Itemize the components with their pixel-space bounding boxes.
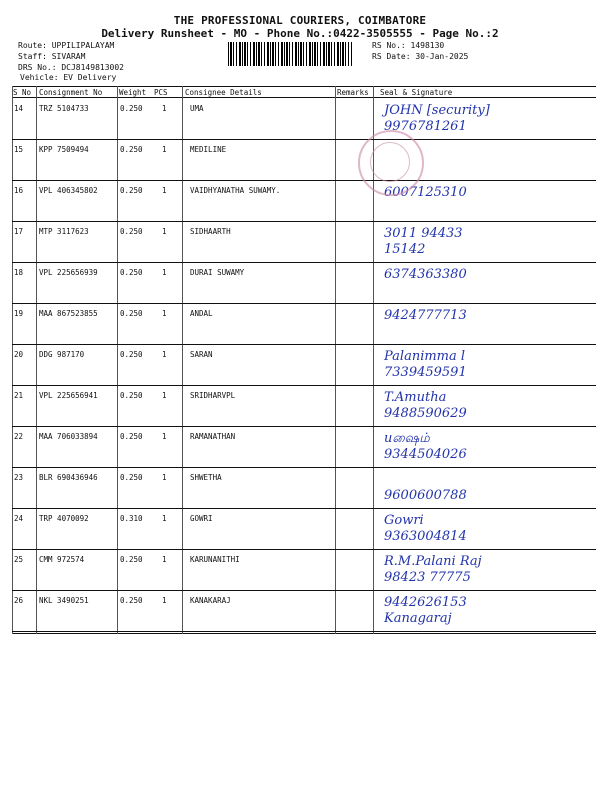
- table-row: [12, 140, 596, 181]
- row-sno: 19: [14, 309, 24, 318]
- row-consignment-no: CMM 972574: [39, 555, 85, 564]
- table-row: [12, 304, 596, 345]
- runsheet-subtitle: Delivery Runsheet - MO - Phone No.:0422-3505555 - Page No.:2: [101, 27, 499, 40]
- row-weight: 0.250: [120, 186, 143, 195]
- row-consignee: SARAN: [190, 350, 213, 359]
- row-sno: 17: [14, 227, 24, 236]
- handwritten-phone: Kanagaraj: [384, 611, 452, 626]
- col-header-pcs: PCS: [154, 88, 168, 97]
- table-top-rule: [12, 86, 596, 87]
- vehicle-label: Vehicle: EV Delivery: [20, 73, 117, 82]
- row-consignee: VAIDHYANATHA SUWAMY.: [190, 186, 281, 195]
- seal-stamp: [358, 130, 424, 196]
- table-row: [12, 386, 596, 427]
- table-row: [12, 181, 596, 222]
- row-consignee: KANAKARAJ: [190, 596, 231, 605]
- handwritten-phone: 98423 77775: [384, 570, 471, 585]
- row-consignee: SRIDHARVPL: [190, 391, 236, 400]
- row-pcs: 1: [162, 391, 167, 400]
- row-pcs: 1: [162, 555, 167, 564]
- table-row: [12, 99, 596, 140]
- staff-label: Staff: SIVARAM: [18, 52, 86, 61]
- row-weight: 0.250: [120, 596, 143, 605]
- handwritten-signature: T.Amutha: [384, 390, 447, 405]
- handwritten-signature: Gowri: [384, 513, 424, 528]
- handwritten-signature: 3011 94433: [384, 226, 463, 241]
- table-row: [12, 345, 596, 386]
- row-pcs: 1: [162, 268, 167, 277]
- table-row: [12, 222, 596, 263]
- row-rule: [12, 631, 596, 632]
- seal-stamp-inner: [370, 142, 410, 182]
- row-sno: 16: [14, 186, 24, 195]
- row-sno: 23: [14, 473, 24, 482]
- row-consignment-no: MAA 706033894: [39, 432, 98, 441]
- handwritten-signature: 6374363380: [384, 267, 467, 282]
- row-consignment-no: BLR 690436946: [39, 473, 98, 482]
- col-header-consignment: Consignment No: [39, 88, 103, 97]
- row-consignment-no: KPP 7509494: [39, 145, 89, 154]
- row-weight: 0.250: [120, 473, 143, 482]
- row-sno: 21: [14, 391, 24, 400]
- runsheet-table: [12, 86, 596, 634]
- table-row: [12, 509, 596, 550]
- handwritten-signature: 9424777713: [384, 308, 467, 323]
- table-row: [12, 427, 596, 468]
- row-consignment-no: DDG 987170: [39, 350, 85, 359]
- row-sno: 20: [14, 350, 24, 359]
- col-header-remarks: Remarks: [337, 88, 369, 97]
- row-pcs: 1: [162, 350, 167, 359]
- handwritten-phone: 9363004814: [384, 529, 467, 544]
- header-rule: [12, 97, 596, 98]
- row-consignee: UMA: [190, 104, 204, 113]
- handwritten-signature: JOHN [security]: [384, 103, 490, 118]
- route-label: Route: UPPILIPALAYAM: [18, 41, 115, 50]
- row-sno: 18: [14, 268, 24, 277]
- table-row: [12, 263, 596, 304]
- col-header-consignee: Consignee Details: [185, 88, 262, 97]
- row-sno: 25: [14, 555, 24, 564]
- row-weight: 0.250: [120, 432, 143, 441]
- row-consignment-no: NKL 3490251: [39, 596, 89, 605]
- handwritten-phone: 9488590629: [384, 406, 467, 421]
- handwritten-signature: 6007125310: [384, 185, 467, 200]
- table-row: [12, 550, 596, 591]
- row-weight: 0.250: [120, 350, 143, 359]
- handwritten-signature: uஷைம்: [384, 431, 430, 446]
- row-consignee: GOWRI: [190, 514, 213, 523]
- handwritten-phone: 7339459591: [384, 365, 467, 380]
- row-weight: 0.250: [120, 309, 143, 318]
- row-sno: 15: [14, 145, 24, 154]
- row-weight: 0.250: [120, 555, 143, 564]
- row-pcs: 1: [162, 309, 167, 318]
- col-header-weight: Weight: [119, 88, 147, 97]
- handwritten-phone: 9600600788: [384, 488, 467, 503]
- row-consignment-no: MAA 867523855: [39, 309, 98, 318]
- row-consignee: DURAI SUWAMY: [190, 268, 245, 277]
- row-weight: 0.310: [120, 514, 143, 523]
- row-consignee: SIDHAARTH: [190, 227, 231, 236]
- row-consignment-no: TRZ 5104733: [39, 104, 89, 113]
- row-weight: 0.250: [120, 268, 143, 277]
- table-row: [12, 591, 596, 632]
- row-pcs: 1: [162, 227, 167, 236]
- row-pcs: 1: [162, 186, 167, 195]
- col-header-sno: S No: [13, 88, 32, 97]
- row-consignment-no: VPL 406345802: [39, 186, 98, 195]
- row-pcs: 1: [162, 514, 167, 523]
- row-weight: 0.250: [120, 104, 143, 113]
- rs-number: RS No.: 1498130: [372, 41, 445, 50]
- row-weight: 0.250: [120, 145, 143, 154]
- handwritten-signature: R.M.Palani Raj: [384, 554, 482, 569]
- row-pcs: 1: [162, 473, 167, 482]
- row-weight: 0.250: [120, 391, 143, 400]
- row-pcs: 1: [162, 596, 167, 605]
- row-consignee: MEDILINE: [190, 145, 227, 154]
- row-sno: 24: [14, 514, 24, 523]
- row-pcs: 1: [162, 145, 167, 154]
- row-consignee: SHWETHA: [190, 473, 222, 482]
- row-weight: 0.250: [120, 227, 143, 236]
- row-consignee: ANDAL: [190, 309, 213, 318]
- row-consignee: RAMANATHAN: [190, 432, 236, 441]
- col-header-seal: Seal & Signature: [380, 88, 453, 97]
- table-bottom-rule: [12, 633, 596, 634]
- table-row: [12, 468, 596, 509]
- handwritten-signature: Palanimma l: [384, 349, 466, 364]
- row-pcs: 1: [162, 104, 167, 113]
- rs-date: RS Date: 30-Jan-2025: [372, 52, 469, 61]
- row-sno: 22: [14, 432, 24, 441]
- handwritten-phone: 15142: [384, 242, 426, 257]
- row-sno: 26: [14, 596, 24, 605]
- drs-number: DRS No.: DCJ814981300​2: [18, 63, 124, 72]
- handwritten-signature: 9442626153: [384, 595, 467, 610]
- handwritten-phone: 9976781261: [384, 119, 467, 134]
- company-title: THE PROFESSIONAL COURIERS, COIMBATORE: [173, 14, 427, 27]
- row-pcs: 1: [162, 432, 167, 441]
- row-consignment-no: TRP 4070092: [39, 514, 89, 523]
- row-consignment-no: VPL 225656939: [39, 268, 98, 277]
- row-consignee: KARUNANITHI: [190, 555, 240, 564]
- row-consignment-no: MTP 3117623: [39, 227, 89, 236]
- handwritten-phone: 9344504026: [384, 447, 467, 462]
- row-consignment-no: VPL 225656941: [39, 391, 98, 400]
- row-sno: 14: [14, 104, 24, 113]
- barcode: [228, 42, 352, 66]
